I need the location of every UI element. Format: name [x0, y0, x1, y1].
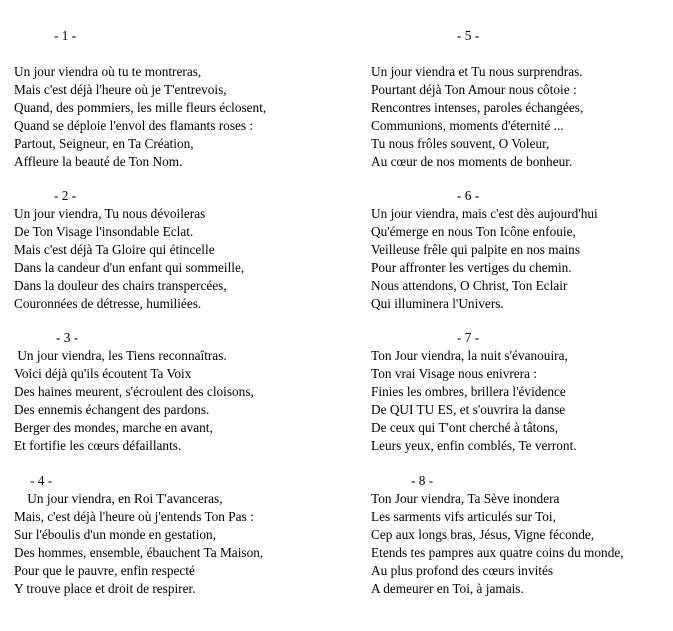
stanza-line: Veilleuse frêle qui palpite en nos mains [371, 242, 580, 257]
stanza-line: Un jour viendra, les Tiens reconnaîtras. [14, 348, 227, 363]
stanza-line: Des hommes, ensemble, ébauchent Ta Maison, [14, 545, 264, 560]
stanza-line: Au cœur de nos moments de bonheur. [371, 154, 573, 169]
stanza-number: - 1 - [54, 28, 77, 43]
stanza-number: - 2 - [54, 188, 77, 203]
stanza-line: Affleure la beauté de Ton Nom. [14, 154, 183, 169]
stanza-line: Pour que le pauvre, enfin respecté [14, 563, 195, 578]
stanza-line: A demeurer en Toi, à jamais. [371, 581, 524, 596]
stanza-line: Mais, c'est déjà l'heure où j'entends Ton Pas : [14, 509, 254, 524]
stanza-line: De QUI TU ES, et s'ouvrira la danse [371, 402, 566, 417]
stanza-line: Mais c'est déjà l'heure où je T'entrevois, [14, 82, 227, 97]
stanza-number: - 7 - [457, 330, 480, 345]
stanza-line: Nous attendons, O Christ, Ton Eclair [371, 278, 568, 293]
stanza-line: Les sarments vifs articulés sur Toi, [371, 509, 556, 524]
stanza-line: Y trouve place et droit de respirer. [14, 581, 196, 596]
stanza-number: - 8 - [411, 473, 434, 488]
stanza-line: De Ton Visage l'insondable Eclat. [14, 224, 194, 239]
stanza-line: Quand, des pommiers, les mille fleurs éclosent, [14, 100, 267, 115]
stanza-line: Communions, moments d'éternité ... [371, 118, 564, 133]
stanza-line: Etends tes pampres aux quatre coins du monde, [371, 545, 624, 560]
stanza-line: De ceux qui T'ont cherché à tâtons, [371, 420, 559, 435]
stanza-number: - 4 - [30, 473, 53, 488]
stanza-line: Un jour viendra, mais c'est dès aujourd'hui [371, 206, 598, 221]
stanza-line: Ton Jour viendra, la nuit s'évanouira, [371, 348, 568, 363]
stanza-line: Quand se déploie l'envol des flamants roses : [14, 118, 254, 133]
stanza-line: Cep aux longs bras, Jésus, Vigne féconde, [371, 527, 595, 542]
stanza-number: - 6 - [457, 188, 480, 203]
stanza-number: - 3 - [56, 330, 79, 345]
stanza-line: Un jour viendra, Tu nous dévoileras [14, 206, 206, 221]
stanza-line: Pour affronter les vertiges du chemin. [371, 260, 572, 275]
stanza-line: Ton vrai Visage nous enivrera : [371, 366, 538, 381]
stanza-line: Berger des mondes, marche en avant, [14, 420, 213, 435]
stanza-line: Sur l'éboulis d'un monde en gestation, [14, 527, 217, 542]
stanza-line: Mais c'est déjà Ta Gloire qui étincelle [14, 242, 215, 257]
stanza-line: Au plus profond des cœurs invités [371, 563, 554, 578]
stanza-line: Qui illuminera l'Univers. [371, 296, 504, 311]
stanza-line: Partout, Seigneur, en Ta Création, [14, 136, 194, 151]
stanza-line: Un jour viendra, en Roi T'avanceras, [14, 491, 223, 506]
stanza-line: Dans la douleur des chairs transpercées, [14, 278, 227, 293]
stanza-line: Pourtant déjà Ton Amour nous côtoie : [371, 82, 577, 97]
stanza-line: Voici déjà qu'ils écoutent Ta Voix [14, 366, 192, 381]
stanza-line: Tu nous frôles souvent, O Voleur, [371, 136, 550, 151]
stanza-line: Couronnées de détresse, humiliées. [14, 296, 202, 311]
stanza-number: - 5 - [457, 28, 480, 43]
stanza-line: Ton Jour viendra, Ta Sève inondera [371, 491, 560, 506]
stanza-line: Et fortifie les cœurs défaillants. [14, 438, 182, 453]
stanza-line: Qu'émerge en nous Ton Icône enfouie, [371, 224, 576, 239]
stanza-line: Des ennemis échangent des pardons. [14, 402, 210, 417]
stanza-line: Dans la candeur d'un enfant qui sommeille, [14, 260, 245, 275]
stanza-line: Un jour viendra où tu te montreras, [14, 64, 202, 79]
stanza-line: Finies les ombres, brillera l'évidence [371, 384, 566, 399]
stanza-line: Leurs yeux, enfin comblés, Te verront. [371, 438, 577, 453]
stanza-line: Rencontres intenses, paroles échangées, [371, 100, 584, 115]
stanza-line: Des haines meurent, s'écroulent des cloisons, [14, 384, 254, 399]
stanza-line: Un jour viendra et Tu nous surprendras. [371, 64, 583, 79]
